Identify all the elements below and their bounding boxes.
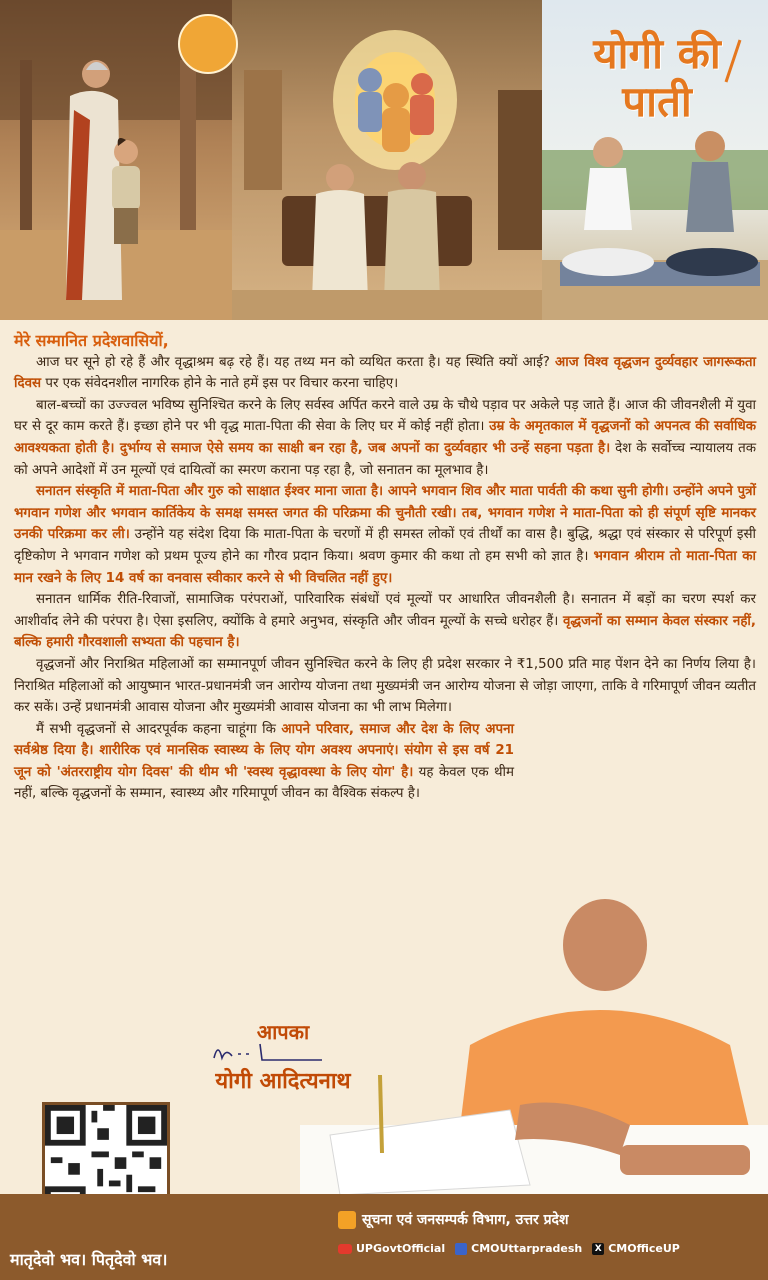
x-icon: X (592, 1243, 604, 1255)
department-name: सूचना एवं जनसम्पर्क विभाग, उत्तर प्रदेश (338, 1210, 569, 1229)
signatory-name: योगी आदित्यनाथ (215, 1069, 351, 1094)
paragraph-5: वृद्धजनों और निराश्रित महिलाओं का सम्मानपूर्ण जीवन सुनिश्चित करने के लिए ही प्रदेश सरकार ने ₹1,500 प्रति माह पेंशन देने का निर्णय लिया है। निराश्रित महिलाओं को आयुष्मान भारत-प्रधानमंत्री जन आरोग्य योजना तथा मुख्यमंत्री जन आरोग्य योजना से जोड़ा जाएगा, ताकि वे गरिमापूर्ण जीवन व्यतीत कर सकें। उन्हें प्रधानमंत्री आवास योजना और मुख्यमंत्री आवास योजना का भी लाभ मिलेगा। (14, 656, 756, 716)
facebook-icon (455, 1243, 467, 1255)
hero-banner (0, 0, 768, 320)
closing-text: आपका (256, 1020, 310, 1044)
department-logo-icon (338, 1211, 356, 1229)
letter-body (14, 330, 756, 805)
title-line-1: योगी की (593, 29, 721, 78)
paragraph-6: मैं सभी वृद्धजनों से आदरपूर्वक कहना चाहूंगा कि आपने परिवार, समाज और देश के लिए अपना सर्वश्रेष्ठ दिया है। शारीरिक एवं मानसिक स्वास्थ्य के लिए योग अवश्य अपनाएं। संयोग से इस वर्ष 21 जून को 'अंतरराष्ट्रीय योग दिवस' की थीम भी 'स्वस्थ वृद्धावस्था के लिए योग' है। यह केवल एक थीम नहीं, बल्कि वृद्धजनों के सम्मान, स्वास्थ्य और गरिमापूर्ण जीवन का वैश्विक संकल्प है। (14, 721, 514, 802)
x-link[interactable]: X CMOfficeUP (592, 1242, 680, 1255)
youtube-link[interactable]: UPGovtOfficial (338, 1242, 445, 1255)
youtube-icon (338, 1244, 352, 1254)
paragraph-4: सनातन धार्मिक रीति-रिवाजों, सामाजिक परंपराओं, पारिवारिक संबंधों एवं मूल्यों पर आधारित जीवनशैली है। सनातन में बड़ों का चरण स्पर्श कर आशीर्वाद लेने की परंपरा है। ऐसा इसलिए, क्योंकि वे हमारे अनुभव, संस्कृति और जीवन मूल्यों के सच्चे धरोहर हैं। वृद्धजनों का सम्मान केवल संस्कार नहीं, बल्कि हमारी गौरवशाली सभ्यता की पहचान है। (14, 592, 756, 651)
facebook-link[interactable]: CMOUttarpradesh (455, 1242, 582, 1255)
department-logo-icon (178, 14, 238, 74)
paragraph-2: बाल-बच्चों का उज्ज्वल भविष्य सुनिश्चित करने के लिए सर्वस्व अर्पित करने वाले उम्र के चौथे पड़ाव पर अकेले पड़ जाते हैं। आज की जीवनशैली में युवा घर से दूर काम करते हैं। इच्छा होने पर भी वृद्ध माता-पिता की सेवा के लिए घर में कोई नहीं होता। उम्र के अमृतकाल में वृद्धजनों को अपनत्व की सर्वाधिक आवश्यकता होती है। दुर्भाग्य से समाज ऐसे समय का साक्षी बन रहा है, जब अपनों का दुर्व्यवहार भी उन्हें सहना पड़ता है। देश के सर्वोच्च न्यायालय तक को अपने आदेशों में उन मूल्यों एवं दायित्वों का स्मरण कराना पड़ रहा है, जो सनातन का मूलभाव है। (14, 397, 756, 478)
paragraph-3: सनातन संस्कृति में माता-पिता और गुरु को साक्षात ईश्वर माना जाता है। आपने भगवान शिव और माता पार्वती की कथा सुनी होगी। उन्होंने अपने पुत्रों भगवान गणेश और भगवान कार्तिकेय के समक्ष समस्त जगत की परिक्रमा की चुनौती रखी। तब, भगवान गणेश ने माता-पिता को ही संपूर्ण सृष्टि मानकर उनकी परिक्रमा कर ली। उन्होंने यह संदेश दिया कि माता-पिता के चरणों में ही समस्त लोकों एवं तीर्थों का वास है। बुद्धि, श्रद्धा एवं संस्कार से परिपूर्ण इसी दृष्टिकोण ने भगवान गणेश को प्रथम पूज्य होने का गौरव प्रदान किया। श्रवण कुमार की कथा तो हम सभी को ज्ञात है। भगवान श्रीराम तो माता-पिता का मान रखने के लिए 14 वर्ष का वनवास स्वीकार करने से भी विचलित नहीं हुए। (14, 484, 757, 586)
signature-block (168, 1018, 398, 1095)
salutation: मेरे सम्मानित प्रदेशवासियों, (14, 331, 169, 350)
page-title (572, 30, 742, 126)
footer-motto: मातृदेवो भव। पितृदेवो भव। (10, 1250, 168, 1269)
title-line-2: पाती (622, 77, 692, 126)
paragraph-1: आज घर सूने हो रहे हैं और वृद्धाश्रम बढ़ रहे हैं। यह तथ्य मन को व्यथित करता है। यह स्थिति क्यों आई? आज विश्व वृद्धजन दुर्व्यवहार जागरूकता दिवस पर एक संवेदनशील नागरिक होने के नाते हमें इस पर विचार करना चाहिए। (14, 354, 756, 392)
social-links (338, 1242, 680, 1255)
